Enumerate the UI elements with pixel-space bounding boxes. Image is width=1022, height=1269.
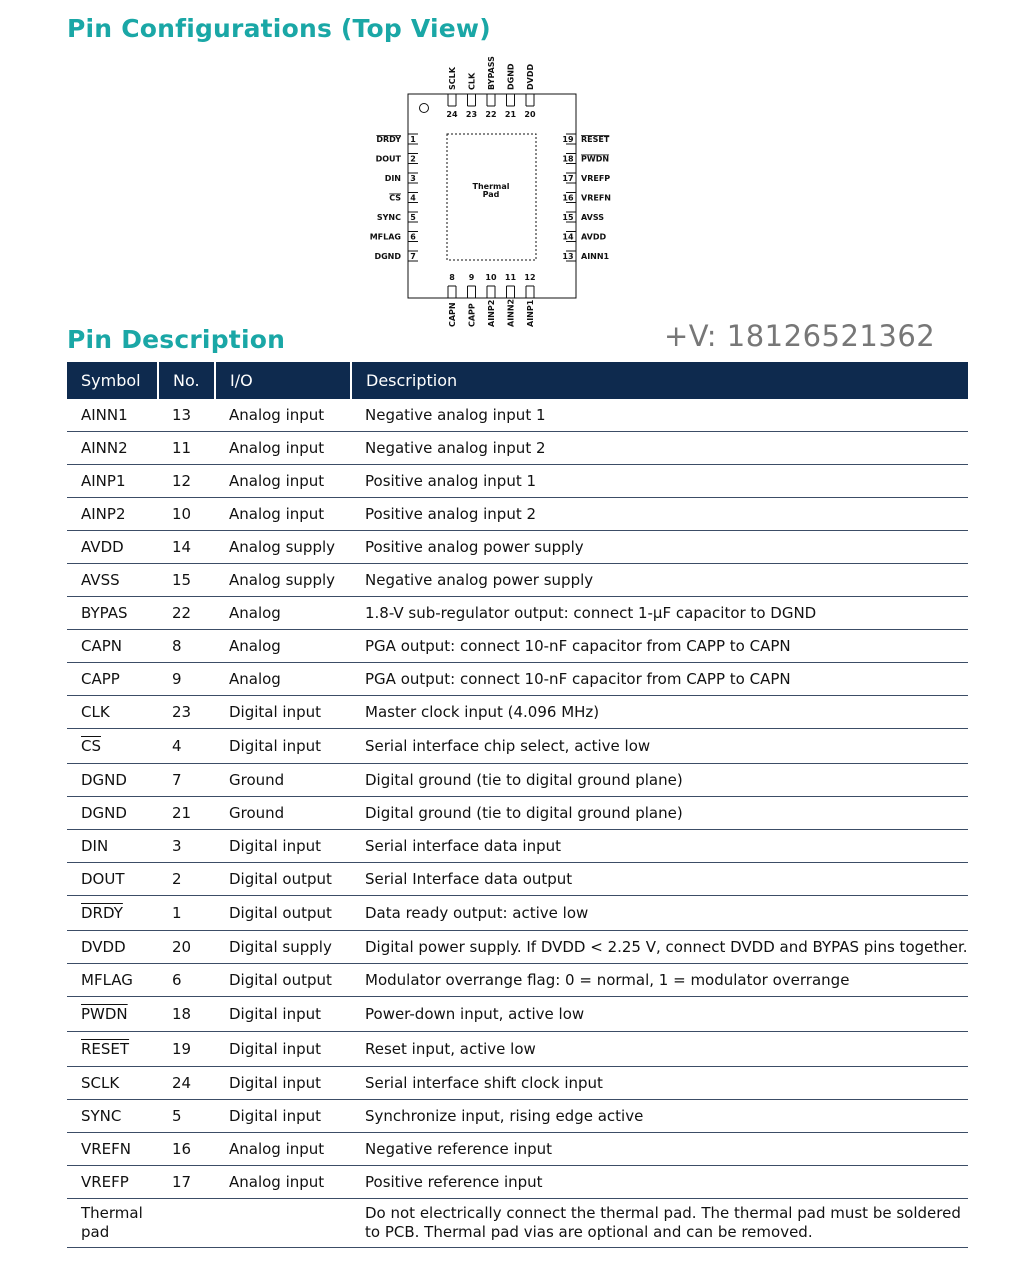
table-row: [67, 997, 968, 1032]
pin-number: 19: [562, 135, 574, 144]
cell-symbol: DRDY: [67, 896, 158, 931]
table-row: [67, 964, 968, 997]
pin-number: 23: [465, 110, 478, 119]
cell-io: Digital output: [215, 964, 351, 997]
table-row: [67, 564, 968, 597]
pin-label: BYPASS: [487, 56, 496, 90]
cell-description: Digital power supply. If DVDD < 2.25 V, connect DVDD and BYPAS pins together.: [351, 931, 968, 964]
pin-label: MFLAG: [369, 232, 401, 242]
pin-number: 5: [410, 213, 416, 222]
cell-no: 8: [158, 630, 215, 663]
cell-description: Positive analog power supply: [351, 531, 968, 564]
cell-io: Digital input: [215, 696, 351, 729]
pin-label: AINP1: [526, 299, 535, 327]
table-row: [67, 931, 968, 964]
cell-no: 15: [158, 564, 215, 597]
cell-symbol: AINN2: [67, 432, 158, 465]
cell-io: Digital supply: [215, 931, 351, 964]
cell-symbol: VREFN: [67, 1133, 158, 1166]
cell-io: Analog supply: [215, 564, 351, 597]
cell-description: Serial interface chip select, active low: [351, 729, 968, 764]
cell-symbol: SYNC: [67, 1100, 158, 1133]
header-symbol: Symbol: [67, 362, 158, 399]
cell-symbol: DIN: [67, 830, 158, 863]
cell-no: 18: [158, 997, 215, 1032]
table-row: [67, 797, 968, 830]
cell-no: 19: [158, 1032, 215, 1067]
table-row: [67, 863, 968, 896]
cell-description: Positive reference input: [351, 1166, 968, 1199]
pin-label: CAPP: [467, 303, 477, 327]
header-io: I/O: [215, 362, 351, 399]
pin-label: DIN: [384, 174, 401, 183]
cell-symbol: $\overline{CS}$: [67, 729, 158, 764]
cell-no: [158, 1199, 215, 1248]
cell-description: PGA output: connect 10-nF capacitor from CAPP to CAPN: [351, 630, 968, 663]
thermal-pad-label: Thermal: [472, 182, 510, 191]
table-row: [67, 1100, 968, 1133]
pin-label: DGND: [374, 252, 401, 261]
cell-description: Negative reference input: [351, 1133, 968, 1166]
cell-symbol: SCLK: [67, 1067, 158, 1100]
pin-label: DOUT: [375, 154, 401, 164]
pin-number: 18: [562, 154, 574, 164]
table-row: [67, 663, 968, 696]
pin-number: 9: [468, 273, 475, 282]
cell-no: 16: [158, 1133, 215, 1166]
table-row: [67, 630, 968, 663]
cell-no: 20: [158, 931, 215, 964]
cell-symbol: Thermal pad: [67, 1199, 158, 1248]
pin-label: DGND: [506, 63, 516, 90]
cell-symbol: MFLAG: [67, 964, 158, 997]
cell-io: Analog input: [215, 432, 351, 465]
cell-no: 14: [158, 531, 215, 564]
pin-number: 11: [504, 273, 517, 282]
pin-number: 17: [562, 174, 574, 183]
header-description: Description: [351, 362, 968, 399]
pin-number: 13: [562, 252, 574, 261]
cell-description: Data ready output: active low: [351, 896, 968, 931]
cell-no: 17: [158, 1166, 215, 1199]
pin-label: VREFP: [581, 174, 611, 183]
cell-io: Digital input: [215, 729, 351, 764]
cell-description: Positive analog input 1: [351, 465, 968, 498]
pin-number: 15: [562, 213, 574, 222]
cell-io: Digital input: [215, 1032, 351, 1067]
table-row: [67, 1133, 968, 1166]
cell-io: Analog input: [215, 498, 351, 531]
cell-symbol: CLK: [67, 696, 158, 729]
cell-no: 5: [158, 1100, 215, 1133]
pin-number: 7: [410, 252, 416, 261]
cell-description: Do not electrically connect the thermal pad. The thermal pad must be soldered to PCB. Thermal pad vias are optional and can be removed.: [351, 1199, 968, 1248]
table-row: [67, 1166, 968, 1199]
cell-description: Positive analog input 2: [351, 498, 968, 531]
table-row: [67, 830, 968, 863]
cell-description: Master clock input (4.096 MHz): [351, 696, 968, 729]
cell-description: Negative analog input 2: [351, 432, 968, 465]
pin-config-diagram: [360, 55, 620, 330]
table-row: [67, 1067, 968, 1100]
pin-number: 16: [562, 193, 574, 203]
cell-io: Digital output: [215, 896, 351, 931]
cell-symbol: AVSS: [67, 564, 158, 597]
cell-description: 1.8-V sub-regulator output: connect 1-μF capacitor to DGND: [351, 597, 968, 630]
pin-label: SYNC: [376, 213, 401, 222]
pin-number: 24: [446, 110, 458, 119]
cell-no: 23: [158, 696, 215, 729]
cell-description: PGA output: connect 10-nF capacitor from CAPP to CAPN: [351, 663, 968, 696]
pin-label: AINP2: [487, 299, 496, 327]
cell-io: Digital input: [215, 1067, 351, 1100]
cell-symbol: AVDD: [67, 531, 158, 564]
table-row: [67, 399, 968, 432]
thermal-pad-label: Pad: [482, 190, 500, 199]
cell-symbol: BYPAS: [67, 597, 158, 630]
table-row: [67, 597, 968, 630]
cell-no: 2: [158, 863, 215, 896]
pin-number: 21: [504, 110, 517, 119]
table-row: [67, 696, 968, 729]
pin-config-title: Pin Configurations (Top View): [67, 14, 491, 43]
pin-number: 14: [562, 232, 574, 242]
cell-io: Digital output: [215, 863, 351, 896]
cell-io: Analog: [215, 630, 351, 663]
cell-symbol: AINP2: [67, 498, 158, 531]
cell-description: Serial Interface data output: [351, 863, 968, 896]
pin-number: 8: [449, 273, 455, 282]
cell-description: Reset input, active low: [351, 1032, 968, 1067]
cell-no: 7: [158, 764, 215, 797]
cell-symbol: CAPP: [67, 663, 158, 696]
cell-no: 1: [158, 896, 215, 931]
pin-label: CLK: [467, 72, 477, 90]
pin-label: PWDN: [581, 154, 610, 164]
cell-no: 6: [158, 964, 215, 997]
cell-io: Ground: [215, 764, 351, 797]
pin-label: DVDD: [526, 63, 535, 90]
pin-label: AVDD: [581, 232, 607, 242]
cell-description: Synchronize input, rising edge active: [351, 1100, 968, 1133]
cell-io: Digital input: [215, 830, 351, 863]
pin-number: 3: [410, 174, 416, 183]
pin-number: 12: [524, 273, 536, 282]
cell-symbol: AINP1: [67, 465, 158, 498]
cell-no: 9: [158, 663, 215, 696]
table-row: [67, 1199, 968, 1248]
pin-label: VREFN: [581, 193, 611, 203]
pin-label: CS: [389, 193, 401, 203]
cell-no: 22: [158, 597, 215, 630]
pin-desc-title: Pin Description: [67, 325, 286, 354]
cell-symbol: RESET: [67, 1032, 158, 1067]
pin-number: 2: [410, 154, 416, 164]
cell-no: 11: [158, 432, 215, 465]
cell-symbol: DOUT: [67, 863, 158, 896]
pin-number: 4: [410, 193, 416, 203]
cell-io: Analog input: [215, 1133, 351, 1166]
cell-symbol: PWDN: [67, 997, 158, 1032]
pin-number: 10: [485, 273, 497, 282]
table-row: [67, 764, 968, 797]
cell-no: 21: [158, 797, 215, 830]
cell-symbol: VREFP: [67, 1166, 158, 1199]
cell-description: Power-down input, active low: [351, 997, 968, 1032]
pin-number: 20: [524, 110, 536, 119]
cell-symbol: CAPN: [67, 630, 158, 663]
cell-no: 24: [158, 1067, 215, 1100]
cell-io: Analog supply: [215, 531, 351, 564]
table-row: [67, 465, 968, 498]
cell-description: Digital ground (tie to digital ground plane): [351, 764, 968, 797]
cell-no: 3: [158, 830, 215, 863]
pin-number: 22: [485, 110, 497, 119]
cell-io: Analog input: [215, 465, 351, 498]
cell-io: Analog: [215, 597, 351, 630]
contact-watermark: +V: 18126521362: [664, 319, 936, 353]
cell-symbol: DGND: [67, 764, 158, 797]
cell-io: Analog: [215, 663, 351, 696]
cell-io: Analog input: [215, 1166, 351, 1199]
table-row: [67, 729, 968, 764]
table-row: [67, 432, 968, 465]
pin-label: DRDY: [376, 135, 401, 144]
pin-number: 6: [410, 232, 416, 242]
header-no: No.: [158, 362, 215, 399]
cell-description: Modulator overrange flag: 0 = normal, 1 = modulator overrange: [351, 964, 968, 997]
pin-label: RESET: [581, 135, 610, 144]
table-row: [67, 498, 968, 531]
pin-label: CAPN: [448, 302, 457, 327]
cell-symbol: DGND: [67, 797, 158, 830]
cell-description: Negative analog power supply: [351, 564, 968, 597]
pin-label: SCLK: [448, 67, 457, 90]
pin-description-table: [67, 362, 968, 1248]
pin-number: 1: [410, 135, 416, 144]
pin-label: AINN2: [506, 298, 516, 327]
cell-description: Serial interface shift clock input: [351, 1067, 968, 1100]
cell-io: Analog input: [215, 399, 351, 432]
cell-no: 12: [158, 465, 215, 498]
cell-symbol: DVDD: [67, 931, 158, 964]
cell-no: 13: [158, 399, 215, 432]
pin-label: AINN1: [581, 252, 610, 261]
cell-no: 4: [158, 729, 215, 764]
pin-label: AVSS: [581, 213, 605, 222]
table-row: [67, 531, 968, 564]
cell-description: Digital ground (tie to digital ground plane): [351, 797, 968, 830]
cell-symbol: AINN1: [67, 399, 158, 432]
cell-description: Negative analog input 1: [351, 399, 968, 432]
cell-io: [215, 1199, 351, 1248]
table-row: [67, 896, 968, 931]
table-header-row: [67, 362, 968, 399]
table-row: [67, 1032, 968, 1067]
cell-io: Ground: [215, 797, 351, 830]
cell-io: Digital input: [215, 997, 351, 1032]
cell-no: 10: [158, 498, 215, 531]
cell-io: Digital input: [215, 1100, 351, 1133]
cell-description: Serial interface data input: [351, 830, 968, 863]
